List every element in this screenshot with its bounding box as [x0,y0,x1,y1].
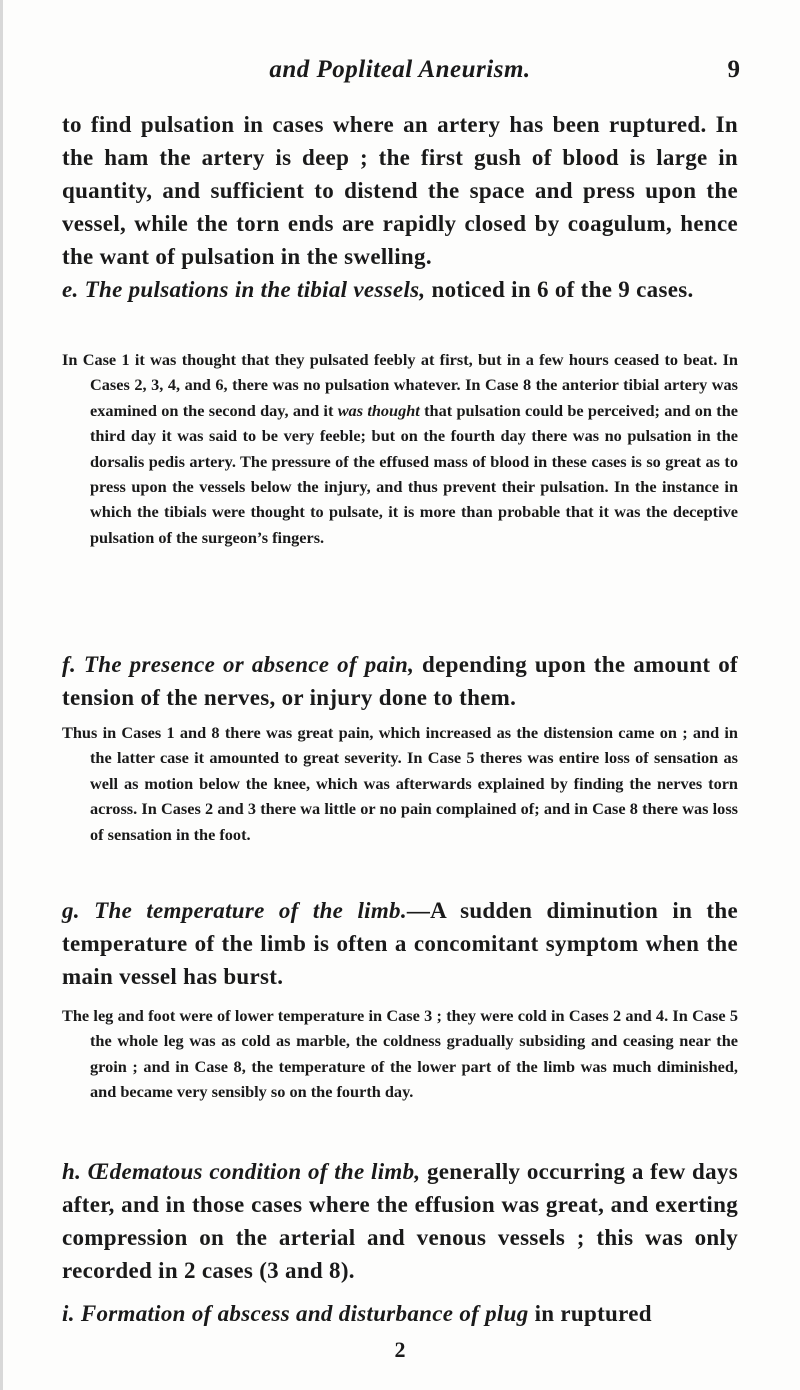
page-edge [0,0,3,1390]
paragraph-intro: to find pulsation in cases where an artery has been ruptured. In the ham the artery is deep ; the first gush of blood is large in quantity, and sufficient to distend the space and press upon the vessel, while the torn ends are rapidly closed by coagulum, hence the want of pulsation in the swelling. [62,112,738,269]
section-h-title: Œdematous condition of the limb, [87,1159,421,1184]
section-f-title: The presence or absence of pain, [83,652,415,677]
section-g-body: The leg and foot were of lower temperature in Case 3 ; they were cold in Cases 2 and 4. In Case 5 the whole leg was as cold as marble, the coldness gradually subsiding and ceasing near the groin ; and in Case 8, the temperature of the lower part of the limb was much diminished, and became very sensibly so on the fourth day. [62,1006,738,1102]
section-g-heading [62,894,738,993]
section-h-letter: h. [62,1159,82,1184]
section-g-rest: —A sudden diminution in the temperature of the limb is often a concomitant symptom when the main vessel has burst. [62,898,738,989]
section-e-body [62,347,738,550]
running-head [60,56,740,90]
signature-mark: 2 [394,1337,406,1362]
section-i-letter: i. [62,1301,75,1326]
section-e-body-part2: that pulsation could be perceived; and on the third day it was said to be very feeble; but on the fourth day there was no pulsation in the dorsalis pedis artery. The pressure of the effused mass of blood in these cases is so great as to press upon the vessels below the injury, and thus prevent their pulsation. In the instance in which the tibials were thought to pulsate, it is more than probable that it was the deceptive pulsation of the surgeon’s fingers. [90,400,738,547]
section-e-title: The pulsations in the tibial vessels, [84,277,426,302]
section-e-body-part1: In Case 1 it was thought that they pulsated feebly at first, but in a few hours ceased to beat. In Cases 2, 3, 4, and 6, there was no pulsation whatever. In Case 8 the anterior tibial artery was examined on the second day, and it [62,350,738,420]
section-i-rest: in ruptured [528,1301,652,1326]
section-f-heading [62,648,738,714]
section-i-heading [62,1297,738,1330]
section-g-title: The temperature of the limb. [94,898,407,923]
section-e-letter: e. [62,277,79,302]
section-e-body-emphasis: was thought [337,400,420,420]
running-title: and Popliteal Aneurism. [269,56,531,83]
page-number: 9 [727,56,740,83]
section-h-heading [62,1155,738,1287]
section-i-title: Formation of abscess and disturbance of plug [80,1301,529,1326]
section-g-letter: g. [62,898,80,923]
section-f-rest: depending upon the amount of tension of the nerves, or injury done to them. [62,652,738,710]
section-f-body: Thus in Cases 1 and 8 there was great pain, which increased as the distension came on ; and in the latter case it amounted to great severity. In Case 5 theres was entire loss of sensation as well as motion below the knee, which was afterwards explained by finding the nerves torn across. In Cases 2 and 3 there wa little or no pain complained of; and in Case 8 there was loss of sensation in the foot. [62,723,738,844]
section-e-heading [62,273,738,306]
section-e-rest: noticed in 6 of the 9 cases. [425,277,694,302]
section-h-rest: generally occurring a few days after, and in those cases where the effusion was great, and exerting compression on the arterial and venous vessels ; this was only recorded in 2 cases (3 and 8). [62,1159,738,1283]
section-f-letter: f. [62,652,77,677]
